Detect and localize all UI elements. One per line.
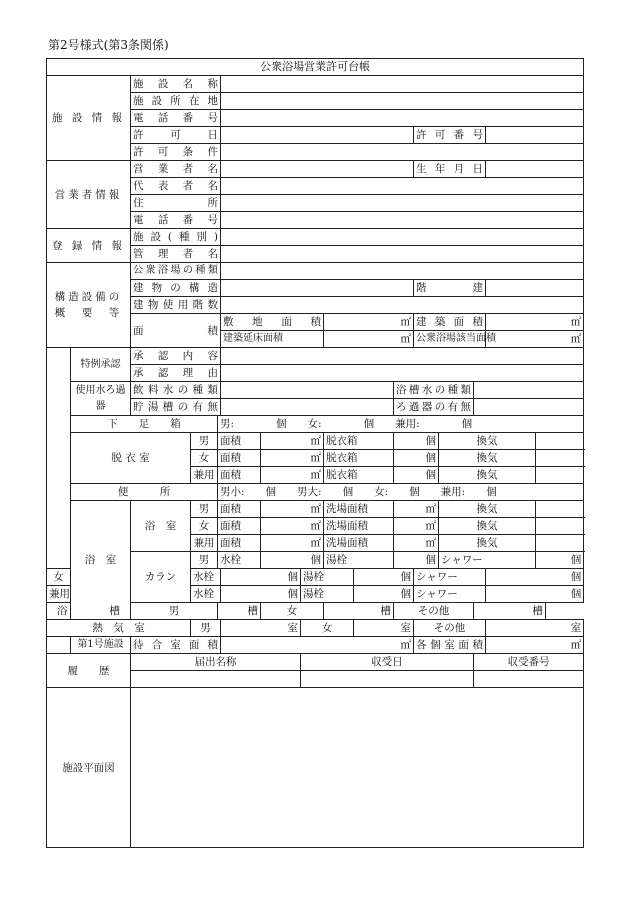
label-shoe-box: 下 足 箱 xyxy=(71,416,218,433)
structure-indent xyxy=(47,348,71,569)
label-address: 住所 xyxy=(131,195,221,212)
label-facility-type: 施設(種別) xyxy=(131,229,221,246)
dressing-shared-vent[interactable] xyxy=(536,467,584,484)
value-facility-address[interactable] xyxy=(221,93,584,110)
steam-female-label: 女 xyxy=(301,620,354,637)
bath-shared: 兼用 xyxy=(191,535,218,552)
label-bathtub: 浴 槽 xyxy=(47,603,131,620)
value-permit-conditions[interactable] xyxy=(221,144,584,161)
label-drinking-water: 飲料水の種類 xyxy=(131,382,221,399)
label-building-structure: 建物の構造 xyxy=(131,280,221,297)
value-manager[interactable] xyxy=(221,246,584,263)
permit-ledger-table xyxy=(46,58,584,848)
bath-female-vent-label: 換気 xyxy=(439,518,536,535)
value-drinking-water[interactable] xyxy=(221,382,394,399)
bath-male: 男 xyxy=(191,501,218,518)
section-water-filter: 使用水ろ過器 xyxy=(71,382,131,416)
label-approval-content: 承認内容 xyxy=(131,348,221,365)
karan-male-shower[interactable]: 個 xyxy=(536,552,584,569)
bath-female-area-label: 面積 xyxy=(218,518,261,535)
section-registration-info: 登 録 情 報 xyxy=(47,229,131,263)
value-birthdate[interactable] xyxy=(486,161,584,178)
history-header-name: 届出名称 xyxy=(131,654,301,671)
bath-shared-wash-label: 洗場面積 xyxy=(324,535,394,552)
value-applicable-area[interactable]: ㎡ xyxy=(486,331,584,348)
karan-female-hot[interactable]: 個 xyxy=(354,569,414,586)
bath-male-area-label: 面積 xyxy=(218,501,261,518)
dressing-female: 女 xyxy=(191,450,218,467)
label-filter-presence: ろ過器の有無 xyxy=(394,399,474,416)
dressing-male-vent-label: 換気 xyxy=(439,433,536,450)
label-steam-room: 熱 気 室 xyxy=(47,620,191,637)
label-applicable-area: 公衆浴場該当面積 xyxy=(414,331,486,348)
dressing-male: 男 xyxy=(191,433,218,450)
bath-male-vent-label: 換気 xyxy=(439,501,536,518)
bath-female-area[interactable]: ㎡ xyxy=(261,518,324,535)
karan-male-shower-label: シャワー xyxy=(439,552,536,569)
steam-male[interactable]: 室 xyxy=(221,620,301,637)
label-bath-type: 公衆浴場の種類 xyxy=(131,263,221,280)
bath-male-wash-label: 洗場面積 xyxy=(324,501,394,518)
value-approval-reason[interactable] xyxy=(221,365,584,382)
history-number[interactable] xyxy=(474,671,584,688)
dressing-female-vent[interactable] xyxy=(536,450,584,467)
karan-female-cold[interactable]: 個 xyxy=(221,569,301,586)
label-waiting-room-area: 待合室面積 xyxy=(131,637,221,654)
tub-other[interactable]: 槽 xyxy=(474,603,546,620)
first-class-indent xyxy=(47,637,71,654)
karan-male-hot[interactable]: 個 xyxy=(394,552,439,569)
label-facility-name: 施設名称 xyxy=(131,76,221,93)
dressing-female-box[interactable]: 個 xyxy=(394,450,439,467)
value-private-room-area[interactable]: ㎡ xyxy=(486,637,584,654)
steam-female[interactable]: 室 xyxy=(354,620,414,637)
label-toilet: 便 所 xyxy=(71,484,218,501)
value-bath-water[interactable] xyxy=(474,382,584,399)
form-number: 第2号様式(第3条関係) xyxy=(48,38,169,52)
dressing-shared-box[interactable]: 個 xyxy=(394,467,439,484)
karan-female-shower-label: シャワー xyxy=(414,569,486,586)
steam-male-label: 男 xyxy=(191,620,221,637)
label-manager: 管理者名 xyxy=(131,246,221,263)
bath-shared-area[interactable]: ㎡ xyxy=(261,535,324,552)
value-facility-name[interactable] xyxy=(221,76,584,93)
value-toilet[interactable]: 男小: 個 男大: 個 女: 個 兼用: 個 xyxy=(218,484,584,501)
bath-shared-area-label: 面積 xyxy=(218,535,261,552)
value-building-structure[interactable] xyxy=(221,280,414,297)
tub-male[interactable]: 槽 xyxy=(218,603,261,620)
history-header-date: 収受日 xyxy=(301,654,474,671)
section-special-approval: 特例承認 xyxy=(71,348,131,382)
karan-female-hot-label: 湯栓 xyxy=(301,569,354,586)
value-bath-type[interactable] xyxy=(221,263,584,280)
label-site-area: 敷地面積 xyxy=(221,314,324,331)
value-operator-phone[interactable] xyxy=(221,212,584,229)
karan-male-cold-label: 水栓 xyxy=(218,552,261,569)
section-operator-info: 営業者情報 xyxy=(47,161,131,229)
label-bathroom: 浴 室 xyxy=(71,501,131,620)
history-name[interactable] xyxy=(131,671,301,688)
value-hot-water-tank[interactable] xyxy=(221,399,394,416)
label-approval-reason: 承認理由 xyxy=(131,365,221,382)
dressing-shared-area[interactable]: ㎡ xyxy=(261,467,324,484)
karan-shared-shower-label: シャワー xyxy=(414,586,486,603)
karan-female: 女 xyxy=(47,569,71,586)
label-birthdate: 生年月日 xyxy=(414,161,486,178)
bath-shared-vent[interactable] xyxy=(536,535,584,552)
karan-female-shower[interactable]: 個 xyxy=(486,569,584,586)
section-structure: 構造設備の概 要 等 xyxy=(47,263,131,348)
history-date[interactable] xyxy=(301,671,474,688)
karan-shared: 兼用 xyxy=(47,586,71,603)
value-permit-number[interactable] xyxy=(486,127,584,144)
karan-shared-cold-label: 水栓 xyxy=(191,586,221,603)
value-total-floor-area[interactable]: ㎡ xyxy=(324,331,414,348)
dressing-male-box[interactable]: 個 xyxy=(394,433,439,450)
dressing-female-box-label: 脱衣箱 xyxy=(324,450,394,467)
label-bath-water: 浴槽水の種類 xyxy=(394,382,474,399)
dressing-male-vent[interactable] xyxy=(536,433,584,450)
value-representative[interactable] xyxy=(221,178,584,195)
karan-shared-cold[interactable]: 個 xyxy=(221,586,301,603)
dressing-female-vent-label: 換気 xyxy=(439,450,536,467)
label-operator-phone: 電話番号 xyxy=(131,212,221,229)
steam-other[interactable]: 室 xyxy=(486,620,584,637)
value-permit-date[interactable] xyxy=(221,127,414,144)
bath-shared-vent-label: 換気 xyxy=(439,535,536,552)
section-facility-info: 施 設 情 報 xyxy=(47,76,131,161)
bath-female-wash[interactable]: ㎡ xyxy=(394,518,439,535)
dressing-female-area-label: 面積 xyxy=(218,450,261,467)
label-bathroom-sub: 浴 室 xyxy=(131,501,191,552)
value-filter-presence[interactable] xyxy=(474,399,584,416)
dressing-shared-vent-label: 換気 xyxy=(439,467,536,484)
tub-other-label: その他 xyxy=(394,603,474,620)
section-facility-plan: 施設平面図 xyxy=(47,688,131,848)
value-building-area[interactable]: ㎡ xyxy=(486,314,584,331)
bath-male-wash[interactable]: ㎡ xyxy=(394,501,439,518)
label-private-room-area: 各個室面積 xyxy=(414,637,486,654)
value-site-area[interactable]: ㎡ xyxy=(324,314,414,331)
steam-other-label: その他 xyxy=(414,620,486,637)
value-address[interactable] xyxy=(221,195,584,212)
label-facility-address: 施設所在地 xyxy=(131,93,221,110)
label-operator-name: 営業者名 xyxy=(131,161,221,178)
bath-female-wash-label: 洗場面積 xyxy=(324,518,394,535)
label-hot-water-tank: 貯湯槽の有無 xyxy=(131,399,221,416)
karan-shared-shower[interactable]: 個 xyxy=(486,586,584,603)
dressing-male-area[interactable]: ㎡ xyxy=(261,433,324,450)
label-permit-number: 許可番号 xyxy=(414,127,486,144)
value-phone[interactable] xyxy=(221,110,584,127)
karan-male-cold[interactable]: 個 xyxy=(261,552,324,569)
karan-shared-hot[interactable]: 個 xyxy=(354,586,414,603)
bath-female: 女 xyxy=(191,518,218,535)
bath-male-vent[interactable] xyxy=(536,501,584,518)
tub-male-label: 男 xyxy=(131,603,218,620)
bath-male-area[interactable]: ㎡ xyxy=(261,501,324,518)
label-area: 面積 xyxy=(131,314,221,348)
label-permit-conditions: 許可条件 xyxy=(131,144,221,161)
tub-female-label: 女 xyxy=(261,603,324,620)
label-permit-date: 許可日 xyxy=(131,127,221,144)
label-dressing-room: 脱 衣 室 xyxy=(71,433,191,484)
value-waiting-room-area[interactable]: ㎡ xyxy=(221,637,414,654)
label-total-floor-area: 建築延床面積 xyxy=(221,331,324,348)
dressing-male-box-label: 脱衣箱 xyxy=(324,433,394,450)
label-phone: 電話番号 xyxy=(131,110,221,127)
facility-plan-area[interactable] xyxy=(131,688,584,848)
label-floors: 階 建 xyxy=(414,280,486,297)
karan-male: 男 xyxy=(191,552,218,569)
value-facility-type[interactable] xyxy=(221,229,584,246)
label-building-floors-used: 建物使用階数 xyxy=(131,297,221,314)
value-floors[interactable] xyxy=(486,280,584,297)
dressing-male-area-label: 面積 xyxy=(218,433,261,450)
dressing-female-area[interactable]: ㎡ xyxy=(261,450,324,467)
bath-female-vent[interactable] xyxy=(536,518,584,535)
bath-shared-wash[interactable]: ㎡ xyxy=(394,535,439,552)
value-building-floors-used[interactable] xyxy=(221,297,584,314)
value-approval-content[interactable] xyxy=(221,348,584,365)
karan-shared-hot-label: 湯栓 xyxy=(301,586,354,603)
section-history: 履 歴 xyxy=(47,654,131,688)
dressing-shared: 兼用 xyxy=(191,467,218,484)
dressing-shared-box-label: 脱衣箱 xyxy=(324,467,394,484)
label-first-class: 第1号施設 xyxy=(71,637,131,654)
value-shoe-box[interactable]: 男: 個 女: 個 兼用: 個 xyxy=(218,416,584,433)
karan-male-hot-label: 湯栓 xyxy=(324,552,394,569)
karan-female-cold-label: 水栓 xyxy=(191,569,221,586)
value-operator-name[interactable] xyxy=(221,161,414,178)
dressing-shared-area-label: 面積 xyxy=(218,467,261,484)
history-header-number: 収受番号 xyxy=(474,654,584,671)
tub-female[interactable]: 槽 xyxy=(324,603,394,620)
label-karan: カラン xyxy=(131,552,191,603)
label-building-area: 建築面積 xyxy=(414,314,486,331)
ledger-title: 公衆浴場営業許可台帳 xyxy=(47,59,584,76)
label-representative: 代表者名 xyxy=(131,178,221,195)
